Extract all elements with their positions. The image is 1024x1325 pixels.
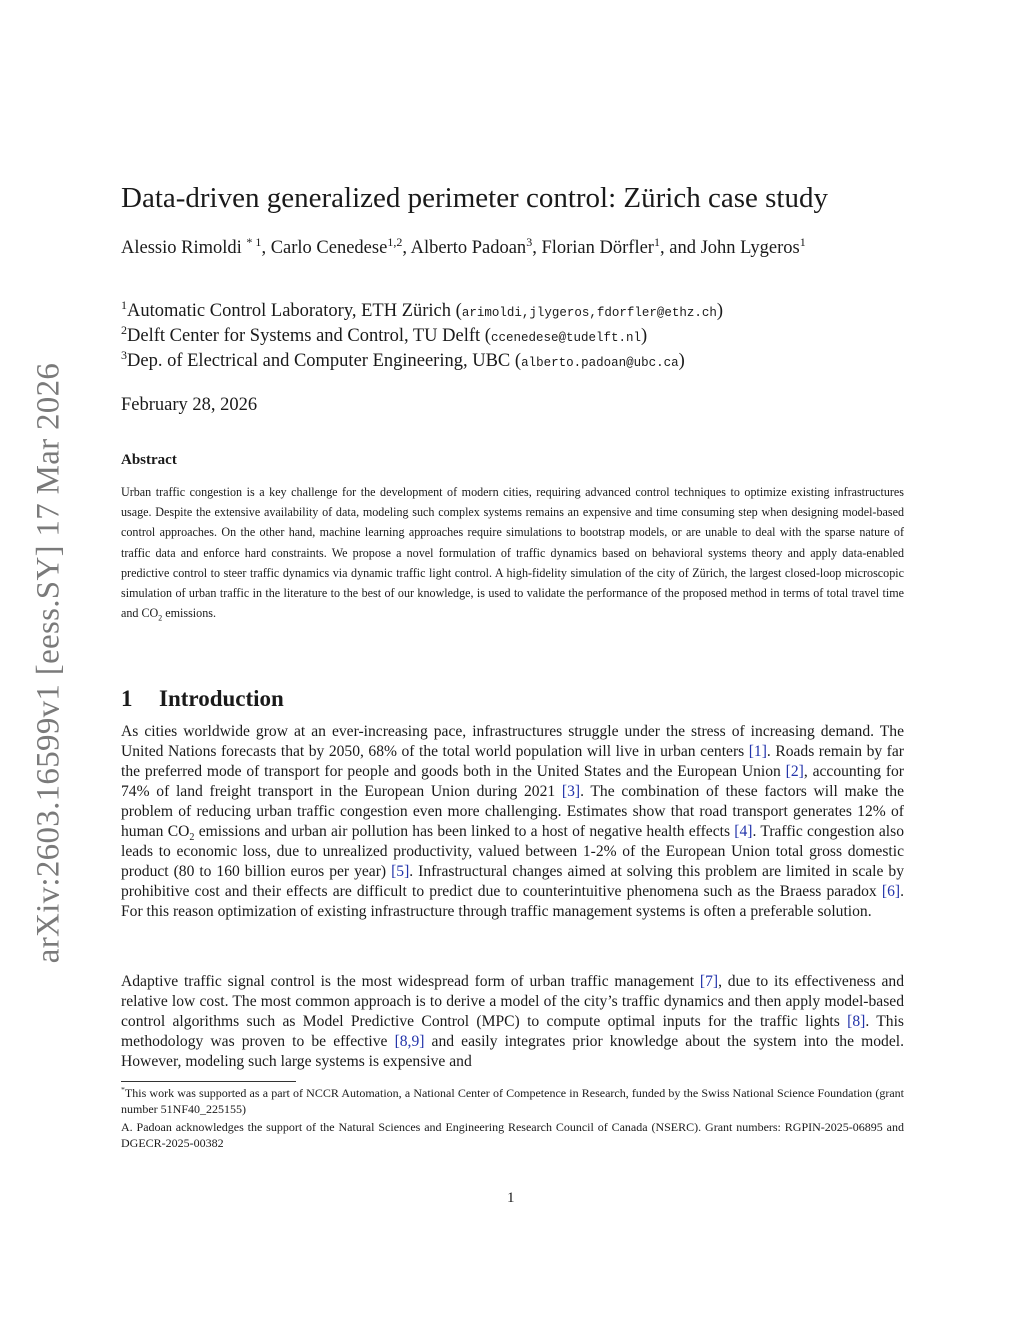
author-marks: * 1 xyxy=(246,234,262,249)
author-name: Alberto Padoan xyxy=(410,238,527,258)
footnote-mark: * xyxy=(121,1085,125,1094)
affiliation-text: Delft Center for Systems and Control, TU Delft xyxy=(127,326,481,346)
subscript: 2 xyxy=(189,832,195,844)
author-marks: 1 xyxy=(799,234,806,249)
author-marks: 3 xyxy=(526,234,533,249)
author-name: Alessio Rimoldi xyxy=(121,238,242,258)
affiliation-text: Dep. of Electrical and Computer Engineering, UBC xyxy=(127,351,511,371)
footnote: *This work was supported as a part of NCCR Automation, a National Center of Competence in Research, funded by the Swiss National Science Foundation (grant number 51NF40_225155) xyxy=(121,1085,904,1116)
paragraph: Adaptive traffic signal control is the most widespread form of urban traffic management [7], due to its effectiveness and relative low cost. The most common approach is to derive a model of the city’s traffic dynamics and then apply model-based control algorithms such as Model Predictive Control (MPC) to compute optimal inputs for the traffic lights [8]. This methodology was proven to be effective [8,9] and easily integrates prior knowledge about the system into the model. However, modeling such large systems is expensive and xyxy=(121,973,904,1070)
affiliations xyxy=(121,297,904,375)
subscript: 2 xyxy=(158,613,163,623)
affiliation-email: arimoldi,jlygeros,fdorfler@ethz.ch xyxy=(461,306,717,320)
paragraph: As cities worldwide grow at an ever-increasing pace, infrastructures struggle under the stress of increasing demand. The United Nations forecasts that by 2050, 68% of the total world population will live in urban centers [1]. Roads remain by far the preferred mode of transport for people and goods both in the United States and the European Union [2], accounting for 74% of land freight transport in the European Union during 2021 [3]. The combination of these factors will make the problem of reducing urban traffic congestion even more challenging. Estimates show that road transport generates 12% of human $CO_2$ emissions and urban air pollution has been linked to a host of negative health effects [4]. Traffic congestion also leads to economic loss, due to unrealized productivity, valued between 1-2% of the European Union total gross domestic product (80 to 160 billion euros per year) [5]. Infrastructural changes aimed at solving this problem are limited in scale by prohibitive cost and their effects are difficult to predict due to counterintuitive phenomena such as the Braess paradox [6]. For this reason optimization of existing infrastructure through traffic management systems is often a preferable solution. xyxy=(121,723,905,920)
citation-link[interactable]: [8] xyxy=(847,1013,866,1030)
section-number: 1 xyxy=(121,686,133,711)
citation-link[interactable]: [6] xyxy=(881,883,901,900)
affiliation-text: Automatic Control Laboratory, ETH Zürich xyxy=(127,301,452,321)
affiliation-email: ccenedese@tudelft.nl xyxy=(490,331,641,345)
citation-link[interactable]: 9] xyxy=(411,1033,425,1050)
arxiv-identifier: arXiv:2603.16599v1 [eess.SY] 17 Mar 2026 xyxy=(30,362,67,964)
affiliation-email: alberto.padoan@ubc.ca xyxy=(521,356,679,370)
citation-link[interactable]: [5] xyxy=(391,863,410,880)
citation-link[interactable]: [3] xyxy=(561,783,581,800)
affiliation-line: $^1$Automatic Control Laboratory, ETH Zürich (arimoldi,jlygeros,fdorfler@ethz.ch) xyxy=(121,297,724,321)
citation-link[interactable]: [1] xyxy=(748,743,767,760)
abstract-heading: Abstract xyxy=(121,452,177,468)
footnote-rule xyxy=(121,1081,296,1082)
section-heading xyxy=(121,686,284,712)
author-name: Carlo Cenedese xyxy=(270,238,388,258)
footnote: A. Padoan acknowledges the support of the Natural Sciences and Engineering Research Council of Canada (NSERC). Grant numbers: RGPIN-2025-06895 and DGECR-2025-00382 xyxy=(121,1120,904,1150)
affiliation-number: 2 xyxy=(121,322,128,337)
affiliation-line: $^2$Delft Center for Systems and Control, TU Delft (ccenedese@tudelft.nl) xyxy=(121,322,648,346)
affiliation-number: 3 xyxy=(121,347,128,362)
arxiv-side-stamp xyxy=(22,353,76,973)
section-title: Introduction xyxy=(159,686,284,711)
affiliation-line: $^3$Dep. of Electrical and Computer Engineering, UBC (alberto.padoan@ubc.ca) xyxy=(121,347,685,371)
citation-link[interactable]: [7] xyxy=(699,973,719,990)
paper-title: Data-driven generalized perimeter control: Zürich case study xyxy=(121,182,828,214)
paper-date: February 28, 2026 xyxy=(121,395,258,415)
author-name: Florian Dörfler xyxy=(541,238,654,258)
citation-link[interactable]: [4] xyxy=(734,823,753,840)
page-number: 1 xyxy=(507,1190,515,1206)
citation-link[interactable]: [8, xyxy=(394,1033,412,1050)
author-marks: 1,2 xyxy=(387,234,403,249)
footnotes xyxy=(121,1085,904,1151)
affiliation-number: 1 xyxy=(121,297,128,312)
citation-link[interactable]: [2] xyxy=(785,763,804,780)
author-list: Alessio Rimoldi $^{* 1}$, Carlo Cenedese$^{1,2}$, Alberto Padoan$^3$, Florian Dörfler$^1$, and John Lygeros$^1$ xyxy=(121,234,806,258)
author-marks: 1 xyxy=(653,234,660,249)
author-name: John Lygeros xyxy=(700,238,800,258)
abstract-text: Urban traffic congestion is a key challenge for the development of modern cities, requiring advanced control techniques to optimize existing infrastructures usage. Despite the extensive availability of data, modeling such complex systems remains an expensive and time consuming step when designing model-based control approaches. On the other hand, machine learning approaches require simulations to bootstrap models, or are unable to deal with the sparse nature of traffic data and enforce hard constraints. We propose a novel formulation of traffic dynamics based on behavioral systems theory and apply data-enabled predictive control to steer traffic dynamics via dynamic traffic light control. A high-fidelity simulation of the city of Zürich, the largest closed-loop microscopic simulation of urban traffic in the literature to the best of our knowledge, is used to validate the performance of the proposed method in terms of total travel time and $CO_2$ emissions. xyxy=(121,485,904,623)
